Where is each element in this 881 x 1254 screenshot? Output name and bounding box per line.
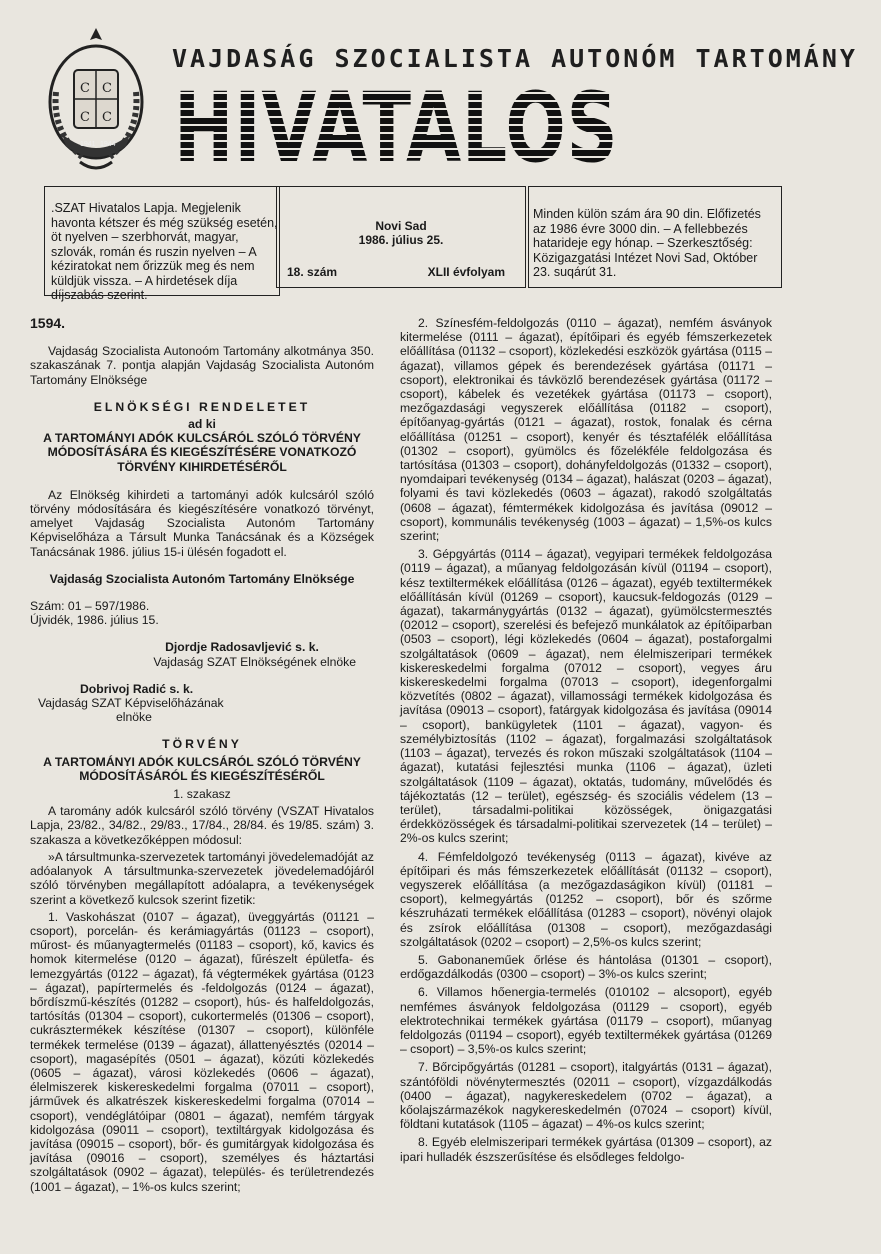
masthead-subtitle: VAJDASÁG SZOCIALISTA AUTONÓM TARTOMÁNY: [172, 44, 858, 73]
svg-text:С: С: [80, 81, 90, 96]
rate-item-8: 8. Egyéb elelmiszeripari termékek gyártása (01309 – csoport), az ipari hulladék észszerűsítése és elsődleges feldolgo-: [400, 1135, 772, 1164]
signer2-name: Dobrivoj Radić s. k.: [80, 681, 194, 696]
law-heading: TÖRVÉNY: [162, 737, 242, 752]
info-box-left: [44, 186, 280, 302]
issuer: Vajdaság Szocialista Autonóm Tartomány Elnöksége: [49, 571, 355, 586]
issue-number: 18. szám: [287, 265, 338, 279]
left-column: [30, 316, 374, 1197]
law-paragraph-1: A taromány adók kulcsáról szóló törvény (VSZAT Hivatalos Lapja, 23/82., 34/82., 29/83., 17/84., 28/84. és 19/85. szám) 3. szakasza a következőképpen módosul:: [30, 804, 374, 847]
signer1-name: Djordje Radosavljević s. k.: [165, 640, 319, 655]
crest-year-1: 1941: [80, 141, 96, 148]
reference-place-date: Újvidék, 1986. július 15.: [30, 613, 159, 628]
law-paragraph-2: »A társultmunka-szervezetek tartományi jövedelemadóját az adóalanyok A társultmunka-szervezetek jövedelemadójáról szóló törvényben megállapított adóalapra, a tevékenységek szerint a következő kulcsok szerint fizetik:: [30, 849, 374, 907]
rate-item-6: 6. Villamos hőenergia-termelés (010102 – alcsoport), egyéb nemfémes ásványok feldolgozása (01129 – csoport), egyéb elektrotechnikai termékek gyártása (01179 – csoport), műanyag feldolgozás (01194 – csoport), egyéb textiltermékek gyártása (01269 – csoport) – 3,5%-os kulcs szerint;: [400, 985, 772, 1057]
rate-item-3: 3. Gépgyártás (0114 – ágazat), vegyipari termékek feldolgozása (0119 – ágazat), a műanyag feldolgozásán kívül (01194 – csoport), kész textiltermékek előállítása (0126 – ágazat), egyéb textiltermékek előállításán kívül (01269 – csoport), kaucsuk-feldogozás (0129 – ágazat), takarmánygyártás (0132 – ágazat), gyümölcstermesztés (02012 – csoport), szerelési és befejező munkálatok az építőiparban (0503 – csoport), légi közlekedés (0604 – ágazat), postaforgalmi szolgáltatások (0609 – ágazat), nem élelmiszeripari termékek kiskereskedelmi forgalma (07012 – csoport), vegyes áru kiskereskedelmi forgalma (07013 – csoport), idegenforgalmi közvetítés (0802 – ágazat), villamossági termékek kidolgozása és javítása (09013 – csoport), fatárgyak kidolgozása és javítása (09014 – csoport), bankügyletek (1101 – ágazat), vagyon- és személybiztosítás (1102 – ágazat), forgalmazási szolgáltatások (1103 – ágazat), tervezés és rokon műszaki szolgáltatások (1104 – ágazat), kutatási fejlesztési munka (1106 – ágazat), üzleti szolgáltatások (1109 – ágazat), oktatás, tudomány, művelődés és tájékoztatás (12 – terület), egészség- és szociális védelem (13 – terület), társadalmi-politikai közösségek, önigazgatási érdekközösségek és társadalmi-politikai szervezetek (14 – terület) – 2%-os kulcs szerint;: [400, 547, 772, 846]
svg-text:С: С: [80, 110, 90, 125]
issue-volume: XLII évfolyam: [427, 265, 505, 279]
info-box-right: [528, 186, 782, 288]
coat-of-arms-icon: [42, 22, 150, 182]
signer1-title: Vajdaság SZAT Elnökségének elnöke: [153, 654, 356, 669]
rate-item-7: 7. Bőrcipőgyártás (01281 – csoport), italgyártás (0131 – ágazat), szántóföldi növénytermesztés (02011 – csoport), vízgazdálkodás (0400 – ágazat), nagykereskedelem (0702 – ágazat), a kőolajszármazékok nagykereskedelmén (07024 – csoport) kívül, földtani kutatások (1105 – ágazat) – 4%-os kulcs szerint;: [400, 1060, 772, 1132]
law-title: A TARTOMÁNYI ADÓK KULCSÁRÓL SZÓLÓ TÖRVÉNY MÓDOSÍTÁSÁRÓL ÉS KIEGÉSZÍTÉSÉRŐL: [43, 754, 361, 783]
publication-info: .SZAT Hivatalos Lapja. Megjelenik havonta kétszer és még szükség esetén, öt nyelven – szerbhorvát, magyar, szlovák, román és ruszin nyelven – A kéziratokat nem őrizzük meg és nem küldjük vissza. – A hirdetések díja díjszabás szerint.: [51, 201, 278, 302]
decree-ad-ki: ad ki: [188, 417, 216, 432]
crest-year-2: 1944: [100, 141, 116, 148]
reference-number: Szám: 01 – 597/1986.: [30, 599, 150, 614]
rate-item-2: 2. Színesfém-feldolgozás (0110 – ágazat), nemfém ásványok kitermelése (0111 – ágazat), építőipari és egyéb fémszerkezetek előállítása (01132 – csoport), közlekedési eszközök gyártása (0115 – ágazat), villamos gépek és berendezések gyártása (01171 – csoport), elektronikai és távközlő berendezések gyártása (01172 – csoport), kábelek és vezetékek gyártása (01173 – csoport), mezőgazdasági vegyszerek előállítása (01182 – csoport), építőanyag-gyártás (0121 – ágazat), rostok, fonalak és cérna előállítása (01251 – csoport), kenyér és tésztafélék előállítása (01302 – csoport), gyümölcs és főzelékféle feldolgozása és tartósítása (01303 – csoport), dohányfeldolgozás (01332 – csoport), nyomdaipari tevékenység (0134 – ágazat), halászat (0203 – ágazat), folyami és tavi közlekedés (0603 – ágazat), rakodó szolgáltatás (0608 – ágazat), fémtermékek kidolgozása és javítása (09012 – csoport), kommunális tevékenység (1003 – ágazat) – 1,5%-os kulcs szerint;: [400, 316, 772, 544]
issue-city: Novi Sad: [375, 219, 427, 233]
svg-text:С: С: [102, 81, 112, 96]
preamble: Vajdaság Szocialista Autonoóm Tartomány alkotmánya 350. szakaszának 7. pontja alapján Vajdaság Szocialista Autonóm Tartomány Elnöksége: [30, 344, 374, 387]
issue-number-line: [287, 265, 505, 280]
subscription-info: Minden külön szám ára 90 din. Előfizetés az 1986 évre 3000 din. – A fellebbezés hatarideje egy hónap. – Szerkesztőség: Közigazgatási Intézet Novi Sad, Október 23. suqárút 31.: [533, 207, 761, 279]
section-1: 1. szakasz: [173, 787, 231, 802]
right-column: [400, 316, 772, 1168]
decree-body: Az Elnökség kihirdeti a tartományi adók kulcsáról szóló törvény módosítására és kiegészítésére vonatkozó törvényt, amelyet Vajdaság Szocialista Autonóm Tartomány Képviselőháza a Társult Munka Tanácsának és a Községek Tanácsának 1986. július 15-i ülésén fogadott el.: [30, 487, 374, 559]
info-box-center: [276, 186, 526, 288]
decree-heading: ELNÖKSÉGI RENDELETET: [93, 399, 311, 414]
masthead-title: HIVATALOS LAPJA: [174, 72, 881, 184]
signer2-title: Vajdaság SZAT Képviselőházának: [38, 696, 224, 711]
document-number: 1594.: [30, 315, 66, 331]
rate-item-5: 5. Gabonaneműek őrlése és hántolása (01301 – csoport), erdőgazdálkodás (0300 – csoport) – 3%-os kulcs szerint;: [400, 952, 772, 982]
issue-place-date: [277, 219, 525, 247]
rate-item-1: 1. Vaskohászat (0107 – ágazat), üveggyártás (01121 – csoport), porcelán- és kerámiagyártás (01123 – csoport), műrost- és műanyagtermelés (01183 – csoport), kő, kavics és homok kitermelése (0120 – ágazat), fűrészelt épületfa- és lemezgyártás (0122 – ágazat), fá végtermékek gyártása (0123 – ágazat), papírtermelés és -feldolgozás (0124 – ágazat), bőrdíszmű-készítés (01282 – csoport), hús- és halfeldolgozás, tartósítás (01304 – csoport), cukortermelés (01306 – csoport), cukrásztermékek készítése (01307 – csoport), különféle termékek termelése (0139 – ágazat), állattenyésztés (02014 – csoport), magasépítés (0501 – ágazat), közúti közlekedés (0605 – ágazat), városi közlekedés (0606 – ágazat), élelmiszerek kiskereskedelmi forgalma (07011 – csoport), járművek és alkatrészek kiskereskedelmi forgalma (07014 – csoport), vendéglátóipar (0801 – ágazat), nemfém tárgyak kidolgozása (09011 – csoport), textiltárgyak kidolgozása és javítása (09015 – csoport), bőr- és gumitárgyak kidolgozása és javítása (09016 – csoport), személyes és háztartási szolgáltatások (0902 – ágazat), település- és területrendezés (1001 – ágazat), – 1%-os kulcs szerint;: [30, 909, 374, 1194]
rate-item-4: 4. Fémfeldolgozó tevékenység (0113 – ágazat), kivéve az építőipari és más fémszerkezetek előállítását (01132 – csoport), vegyszerek előállítása (a mezőgazdaságikon kívül) (01181 – csoport), kelmegyártás (01252 – csoport), bőr és szőrme készruházati termékek előállítása (01283 – csoport), növényi olajok és zsírok előállítása (01308 – csoport), mezőgazdasági szolgáltatások (0202 – csoport) – 2,5%-os kulcs szerint;: [400, 849, 772, 949]
svg-text:С: С: [102, 110, 112, 125]
issue-date: 1986. július 25.: [358, 233, 444, 247]
signer2-title-line2: elnöke: [116, 710, 152, 725]
decree-title: A TARTOMÁNYI ADÓK KULCSÁRÓL SZÓLÓ TÖRVÉNY MÓDOSÍTÁSÁRA ÉS KIEGÉSZÍTÉSÉRE VONATKOZÓ TÖRVÉNY KIHIRDETÉSÉRŐL: [43, 431, 361, 474]
